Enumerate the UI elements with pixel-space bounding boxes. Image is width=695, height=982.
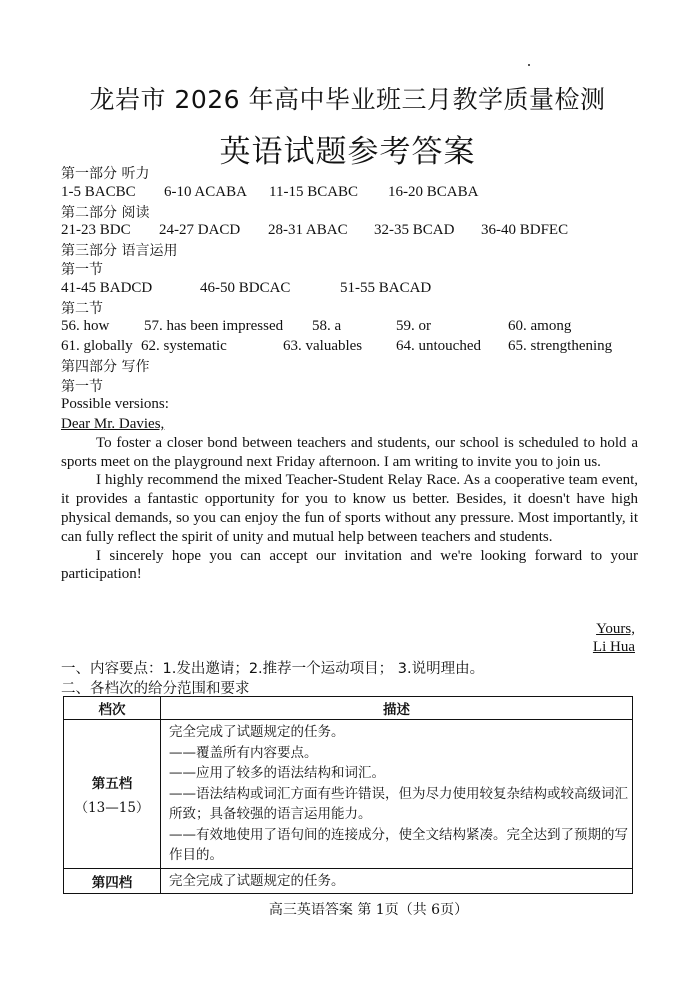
criterion-line: 完全完成了试题规定的任务。	[169, 872, 345, 889]
column-header-description: 描述	[161, 697, 633, 720]
answer-group: 1-5 BACBC	[61, 184, 136, 200]
answer-item: 61. globally	[61, 338, 133, 354]
page-footer: 高三英语答案 第 1页（共 6页）	[268, 902, 469, 918]
part3-section2-heading: 第二节	[61, 301, 103, 317]
letter-paragraph: I sincerely hope you can accept our invitation and we're looking forward to your participation!	[61, 547, 638, 583]
answer-item: 62. systematic	[141, 338, 227, 354]
letter-paragraph: To foster a closer bond between teachers and students, our school is scheduled to hold a sports meet on the playground next Friday afternoon. I am writing to invite you to join us.	[61, 434, 638, 470]
grade-range: （13—15）	[74, 799, 150, 816]
answer-item: 57. has been impressed	[144, 318, 284, 334]
grade-description	[161, 720, 633, 869]
answer-item: 58. a	[312, 318, 342, 334]
answer-group: 46-50 BDCAC	[200, 280, 291, 296]
answer-item: 63. valuables	[283, 338, 363, 354]
criterion-line: ——覆盖所有内容要点。	[169, 744, 318, 761]
possible-versions-label: Possible versions:	[61, 396, 169, 412]
sample-letter	[61, 415, 638, 584]
answer-group: 41-45 BADCD	[61, 280, 153, 296]
grade-description	[161, 868, 633, 894]
grade-name: 第四档	[91, 874, 133, 891]
criterion-line: 完全完成了试题规定的任务。	[169, 724, 345, 740]
grade-name: 第五档	[91, 775, 133, 792]
content-points: 一、内容要点：1.发出邀请；2.推荐一个运动项目； 3.说明理由。	[61, 661, 485, 677]
answer-item: 65. strengthening	[508, 338, 613, 354]
letter-paragraph: I highly recommend the mixed Teacher-Student Relay Race. As a cooperative team event, it provides a fantastic opportunity for you to know us better. Besides, it doesn't have high physical demands, so you can enjoy the fun of sports without any pressure. Most importantly, it can fully reflect the spirit of unity and mutual help between teachers and students.	[61, 472, 638, 545]
criterion-line: ——应用了较多的语法结构和词汇。	[169, 765, 385, 781]
answer-group: 51-55 BACAD	[340, 280, 432, 296]
answer-group: 32-35 BCAD	[374, 222, 455, 238]
letter-closing: Yours,	[596, 621, 635, 637]
criterion-line: ——语法结构或词汇方面有些许错误，但为尽力使用较复杂结构或较高级词汇所致；具备较强的语言运用能力。	[169, 785, 628, 822]
part3-heading: 第三部分 语言运用	[61, 243, 178, 259]
answer-item: 59. or	[396, 318, 431, 334]
scan-speck	[528, 64, 530, 66]
part1-heading: 第一部分 听力	[61, 166, 150, 182]
criterion-line: ——有效地使用了语句间的连接成分，使全文结构紧凑。完全达到了预期的写作目的。	[169, 826, 628, 863]
table-header-row	[64, 697, 633, 720]
table-row	[64, 720, 633, 869]
part2-heading: 第二部分 阅读	[61, 205, 150, 221]
answer-group: 36-40 BDFEC	[481, 222, 569, 238]
answer-item: 56. how	[61, 318, 110, 334]
part4-section1-heading: 第一节	[61, 379, 103, 395]
answer-key-title: 英语试题参考答案	[219, 134, 476, 170]
answer-item: 64. untouched	[396, 338, 481, 354]
part4-heading: 第四部分 写作	[61, 359, 150, 375]
answer-group: 24-27 DACD	[159, 222, 241, 238]
answer-group: 21-23 BDC	[61, 222, 131, 238]
column-header-grade: 档次	[64, 697, 161, 720]
answer-group: 28-31 ABAC	[268, 222, 348, 238]
grade-cell	[64, 868, 161, 894]
answer-item: 60. among	[508, 318, 572, 334]
grading-table	[63, 696, 633, 894]
letter-salutation: Dear Mr. Davies,	[61, 416, 165, 432]
exam-title: 龙岩市 2026 年高中毕业班三月教学质量检测	[89, 85, 606, 114]
answer-group: 11-15 BCABC	[269, 184, 359, 200]
grade-cell	[64, 720, 161, 869]
answer-group: 6-10 ACABA	[164, 184, 247, 200]
table-row	[64, 868, 633, 894]
letter-signature: Li Hua	[592, 639, 635, 655]
answer-group: 16-20 BCABA	[388, 184, 479, 200]
grades-heading: 二、各档次的给分范围和要求	[61, 681, 250, 697]
part3-section1-heading: 第一节	[61, 262, 103, 278]
